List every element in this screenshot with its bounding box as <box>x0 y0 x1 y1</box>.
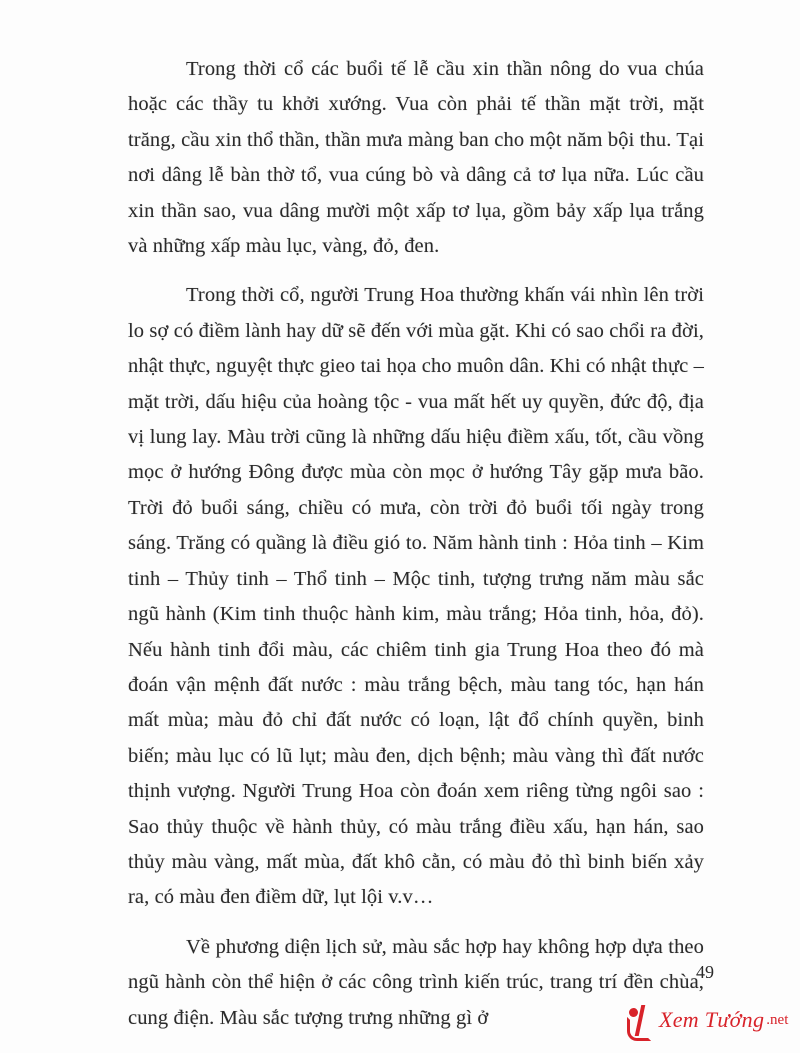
paragraph-2: Trong thời cổ, người Trung Hoa thường khấn vái nhìn lên trời lo sợ có điềm lành hay dữ sẽ đến với mùa gặt. Khi có sao chổi ra đời, nhật thực, nguyệt thực gieo tai họa cho muôn dân. Khi có nhật thực – mặt trời, dấu hiệu của hoàng tộc - vua mất hết uy quyền, đức độ, địa vị lung lay. Màu trời cũng là những dấu hiệu điềm xấu, tốt, cầu vồng mọc ở hướng Đông được mùa còn mọc ở hướng Tây gặp mưa bão. Trời đỏ buổi sáng, chiều có mưa, còn trời đỏ buổi tối ngày trong sáng. Trăng có quầng là điều gió to. Năm hành tinh : Hỏa tinh – Kim tinh – Thủy tinh – Thổ tinh – Mộc tinh, tượng trưng năm màu sắc ngũ hành (Kim tinh thuộc hành kim, màu trắng; Hỏa tinh, hỏa, đỏ). Nếu hành tinh đổi màu, các chiêm tinh gia Trung Hoa theo đó mà đoán vận mệnh đất nước : màu trắng bệch, màu tang tóc, hạn hán mất mùa; màu đỏ chỉ đất nước có loạn, lật đổ chính quyền, binh biến; màu lục có lũ lụt; màu đen, dịch bệnh; màu vàng thì đất nước thịnh vượng. Người Trung Hoa còn đoán xem riêng từng ngôi sao : Sao thủy thuộc về hành thủy, có màu trắng điều xấu, hạn hán, sao thủy màu vàng, mất mùa, đất khô cằn, có màu đỏ thì binh biến xảy ra, có màu đen điềm dữ, lụt lội v.v… <box>128 284 704 909</box>
watermark-text: Xem Tướng <box>659 1007 765 1032</box>
page-number: 49 <box>696 962 714 982</box>
page-body-text <box>128 52 704 1044</box>
brush-mark-icon <box>627 1004 657 1036</box>
watermark <box>627 1000 788 1040</box>
paragraph-1: Trong thời cổ các buổi tế lễ cầu xin thần nông do vua chúa hoặc các thầy tu khởi xướng. Vua còn phải tế thần mặt trời, mặt trăng, cầu xin thổ thần, thần mưa màng ban cho một năm bội thu. Tại nơi dâng lễ bàn thờ tổ, vua cúng bò và dâng cả tơ lụa nữa. Lúc cầu xin thần sao, vua dâng mười một xấp tơ lụa, gồm bảy xấp lụa trắng và những xấp màu lục, vàng, đỏ, đen. <box>128 58 704 258</box>
paragraph-3: Về phương diện lịch sử, màu sắc hợp hay không hợp dựa theo ngũ hành còn thể hiện ở các công trình kiến trúc, trang trí đền chùa, cung điện. Màu sắc tượng trưng những gì ở <box>128 935 704 1029</box>
watermark-suffix: .net <box>766 1011 789 1028</box>
